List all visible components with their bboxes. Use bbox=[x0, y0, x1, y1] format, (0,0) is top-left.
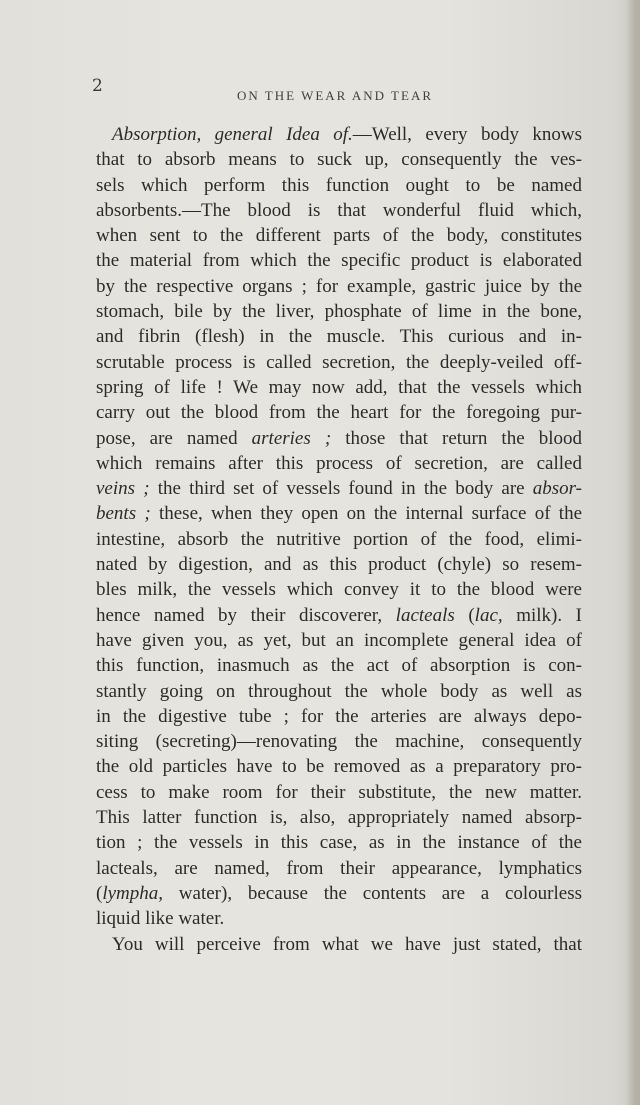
text-line: sels which perform this function ought to be named bbox=[96, 174, 582, 196]
text-line: stantly going on throughout the whole body as well as bbox=[96, 680, 582, 702]
text-line: that to absorb means to suck up, consequently the ves- bbox=[96, 149, 582, 171]
text-line: This latter function is, also, appropriately named absorp- bbox=[96, 807, 582, 829]
text-line: bents ; these, when they open on the internal surface of the bbox=[96, 503, 583, 525]
text-line: bles milk, the vessels which convey it to the blood were bbox=[96, 579, 582, 601]
text-line: pose, are named arteries ; those that return the blood bbox=[96, 427, 583, 449]
text-line: lacteals, are named, from their appearance, lymphatics bbox=[96, 857, 582, 879]
page-number: 2 bbox=[92, 76, 103, 96]
text-line: have given you, as yet, but an incomplete general idea of bbox=[96, 629, 582, 651]
text-line: which remains after this process of secretion, are called bbox=[96, 452, 582, 474]
text-line: cess to make room for their substitute, the new matter. bbox=[96, 781, 582, 803]
text-line: when sent to the different parts of the body, constitutes bbox=[96, 225, 582, 247]
text-line: nated by digestion, and as this product (chyle) so resem- bbox=[96, 554, 582, 576]
text-line: and fibrin (flesh) in the muscle. This curious and in- bbox=[96, 326, 582, 348]
text-line: in the digestive tube ; for the arteries are always depo- bbox=[96, 705, 582, 727]
text-line: hence named by their discoverer, lacteals (lac, milk). I bbox=[96, 604, 583, 626]
text-line: scrutable process is called secretion, the deeply-veiled off- bbox=[96, 351, 582, 373]
text-line: carry out the blood from the heart for the foregoing pur- bbox=[96, 402, 582, 424]
text-line: this function, inasmuch as the act of absorption is con- bbox=[96, 655, 582, 677]
text-line: stomach, bile by the liver, phosphate of lime in the bone, bbox=[96, 301, 582, 323]
body-text bbox=[96, 122, 582, 957]
text-line: the old particles have to be removed as a preparatory pro- bbox=[96, 756, 582, 778]
text-line: Absorption, general Idea of.—Well, every body knows bbox=[112, 124, 582, 145]
text-line: tion ; the vessels in this case, as in the instance of the bbox=[96, 832, 582, 854]
text-line: veins ; the third set of vessels found in the body are absor- bbox=[96, 478, 583, 500]
text-line: You will perceive from what we have just stated, that bbox=[112, 933, 582, 955]
text-line: (lympha, water), because the contents are a colourless bbox=[96, 882, 583, 904]
running-head: ON THE WEAR AND TEAR bbox=[237, 88, 433, 103]
text-line: spring of life ! We may now add, that the vessels which bbox=[96, 376, 582, 398]
text-line: intestine, absorb the nutritive portion of the food, elimi- bbox=[96, 528, 582, 550]
text-line: absorbents.—The blood is that wonderful fluid which, bbox=[96, 199, 582, 221]
text-line: by the respective organs ; for example, gastric juice by the bbox=[96, 275, 582, 297]
text-line: liquid like water. bbox=[96, 908, 225, 930]
text-line: the material from which the specific product is elaborated bbox=[96, 250, 582, 272]
section-heading: Absorption, general Idea of. bbox=[112, 124, 353, 145]
text-line: siting (secreting)—renovating the machine, consequently bbox=[96, 731, 582, 753]
page-edge-shadow bbox=[626, 0, 640, 1105]
